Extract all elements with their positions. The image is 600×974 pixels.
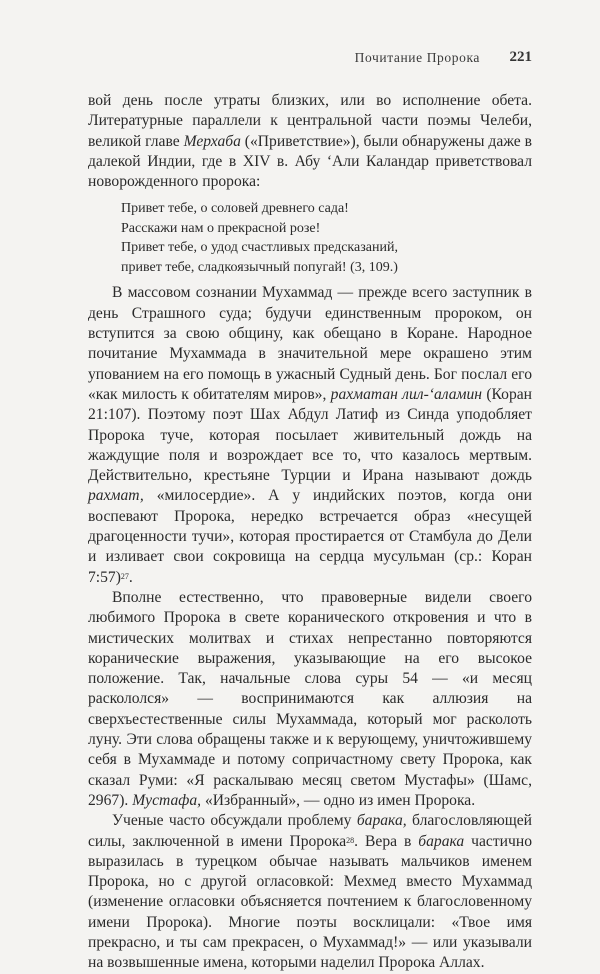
poem-line: Привет тебе, о соловей древнего сада!: [121, 201, 349, 217]
page-number: 221: [509, 49, 532, 65]
body-text: [88, 91, 532, 974]
running-header: [88, 50, 532, 72]
footnote-marker: 27: [120, 571, 129, 581]
italic-term: барака: [418, 832, 465, 850]
running-title: Почитание Пророка: [354, 50, 480, 65]
italic-term: Мерхаба: [183, 132, 241, 150]
text-run: Вполне естественно, что правоверные видели своего любимого Пророка в свете коранического откровения и что в мистических молитвах и стихах непрестанно повторяются коранические выражения, указывающие на его высокое положение. Так, начальные слова суры 54 — «и месяц раскололся» — воспринимаются как аллюзия на сверхъестественные силы Мухаммада, который мог расколоть луну. Эти слова обращены также и к верующему, уничтожившему себя в Мухаммаде и потому сопричастному свету Пророка, как сказал Руми: «Я раскалываю месяц светом Мустафы» (Шамс, 2967).: [88, 588, 532, 809]
italic-term: Мустафа,: [132, 791, 202, 809]
italic-term: барака,: [356, 812, 407, 830]
paragraph-4: [88, 811, 532, 973]
text-run: . Вера в: [354, 832, 419, 850]
text-run: благословляющей силы, заключенной в имени Пророка: [88, 812, 532, 850]
poem-line: привет тебе, сладкоязычный попугай! (3, 109.): [121, 259, 398, 275]
poem-line: Привет тебе, о удод счастливых предсказаний,: [121, 240, 398, 256]
text-run: Ученые часто обсуждали проблему: [112, 812, 357, 830]
text-run: «милосердие». А у индийских поэтов, когда они воспевают Пророка, нередко встречается образ «несущей драгоценности тучи», которая простирается от Стамбула до Дели и изливает свои сокровища на сердца мусульман (ср.: Коран 7:57): [88, 487, 532, 586]
italic-term: рахмат,: [88, 487, 144, 505]
text-run: .: [128, 568, 133, 586]
text-run: (Коран 21:107). Поэтому поэт Шах Абдул Латиф из Синда уподобляет Пророка туче, которая посылает живительный дождь на жаждущие поля и возрождает все то, что казалось мертвым. Действительно, крестьяне Турции и Ирана называют дождь: [88, 385, 533, 485]
footnote-marker: 28: [346, 835, 355, 845]
italic-term: рахматан лил-‘аламин: [330, 385, 483, 403]
text-run: частично выразилась в турецком обычае называть мальчиков именем Пророка, но с другой огласовкой: Мехмед вместо Мухаммад (изменение огласовки объясняется почтением к благословенному имени Пророка). Многие поэты восклицали: «Твое имя прекрасно, и ты сам прекрасен, о Мухаммад!» — или указывали на возвышенные имена, которыми наделил Пророка Аллах.: [88, 832, 533, 972]
text-run: вой день после утраты близких, или во исполнение обета. Литературные параллели к центральной части поэмы Челеби, великой главе: [88, 92, 532, 150]
paragraph-3: [88, 588, 532, 811]
poem-quote: [121, 199, 532, 277]
text-run: В массовом сознании Мухаммад — прежде всего заступник в день Страшного суда; будучи единственным пророком, он вступится за свою общину, как обещано в Коране. Народное почитание Мухаммада в значительной мере окрашено этим упованием на его помощь в ужасный Судный день. Бог послал его «как милость к обитателям миров»,: [88, 284, 532, 403]
text-run: («Приветствие»), были обнаружены даже в далекой Индии, где в XIV в. Абу ‘Али Каландар приветствовал новорожденного пророка:: [88, 132, 532, 191]
poem-line: Расскажи нам о прекрасной розе!: [121, 220, 321, 236]
paragraph-2: [88, 283, 532, 587]
text-run: «Избранный», — одно из имен Пророка.: [201, 791, 476, 809]
paragraph-1: [88, 91, 532, 192]
